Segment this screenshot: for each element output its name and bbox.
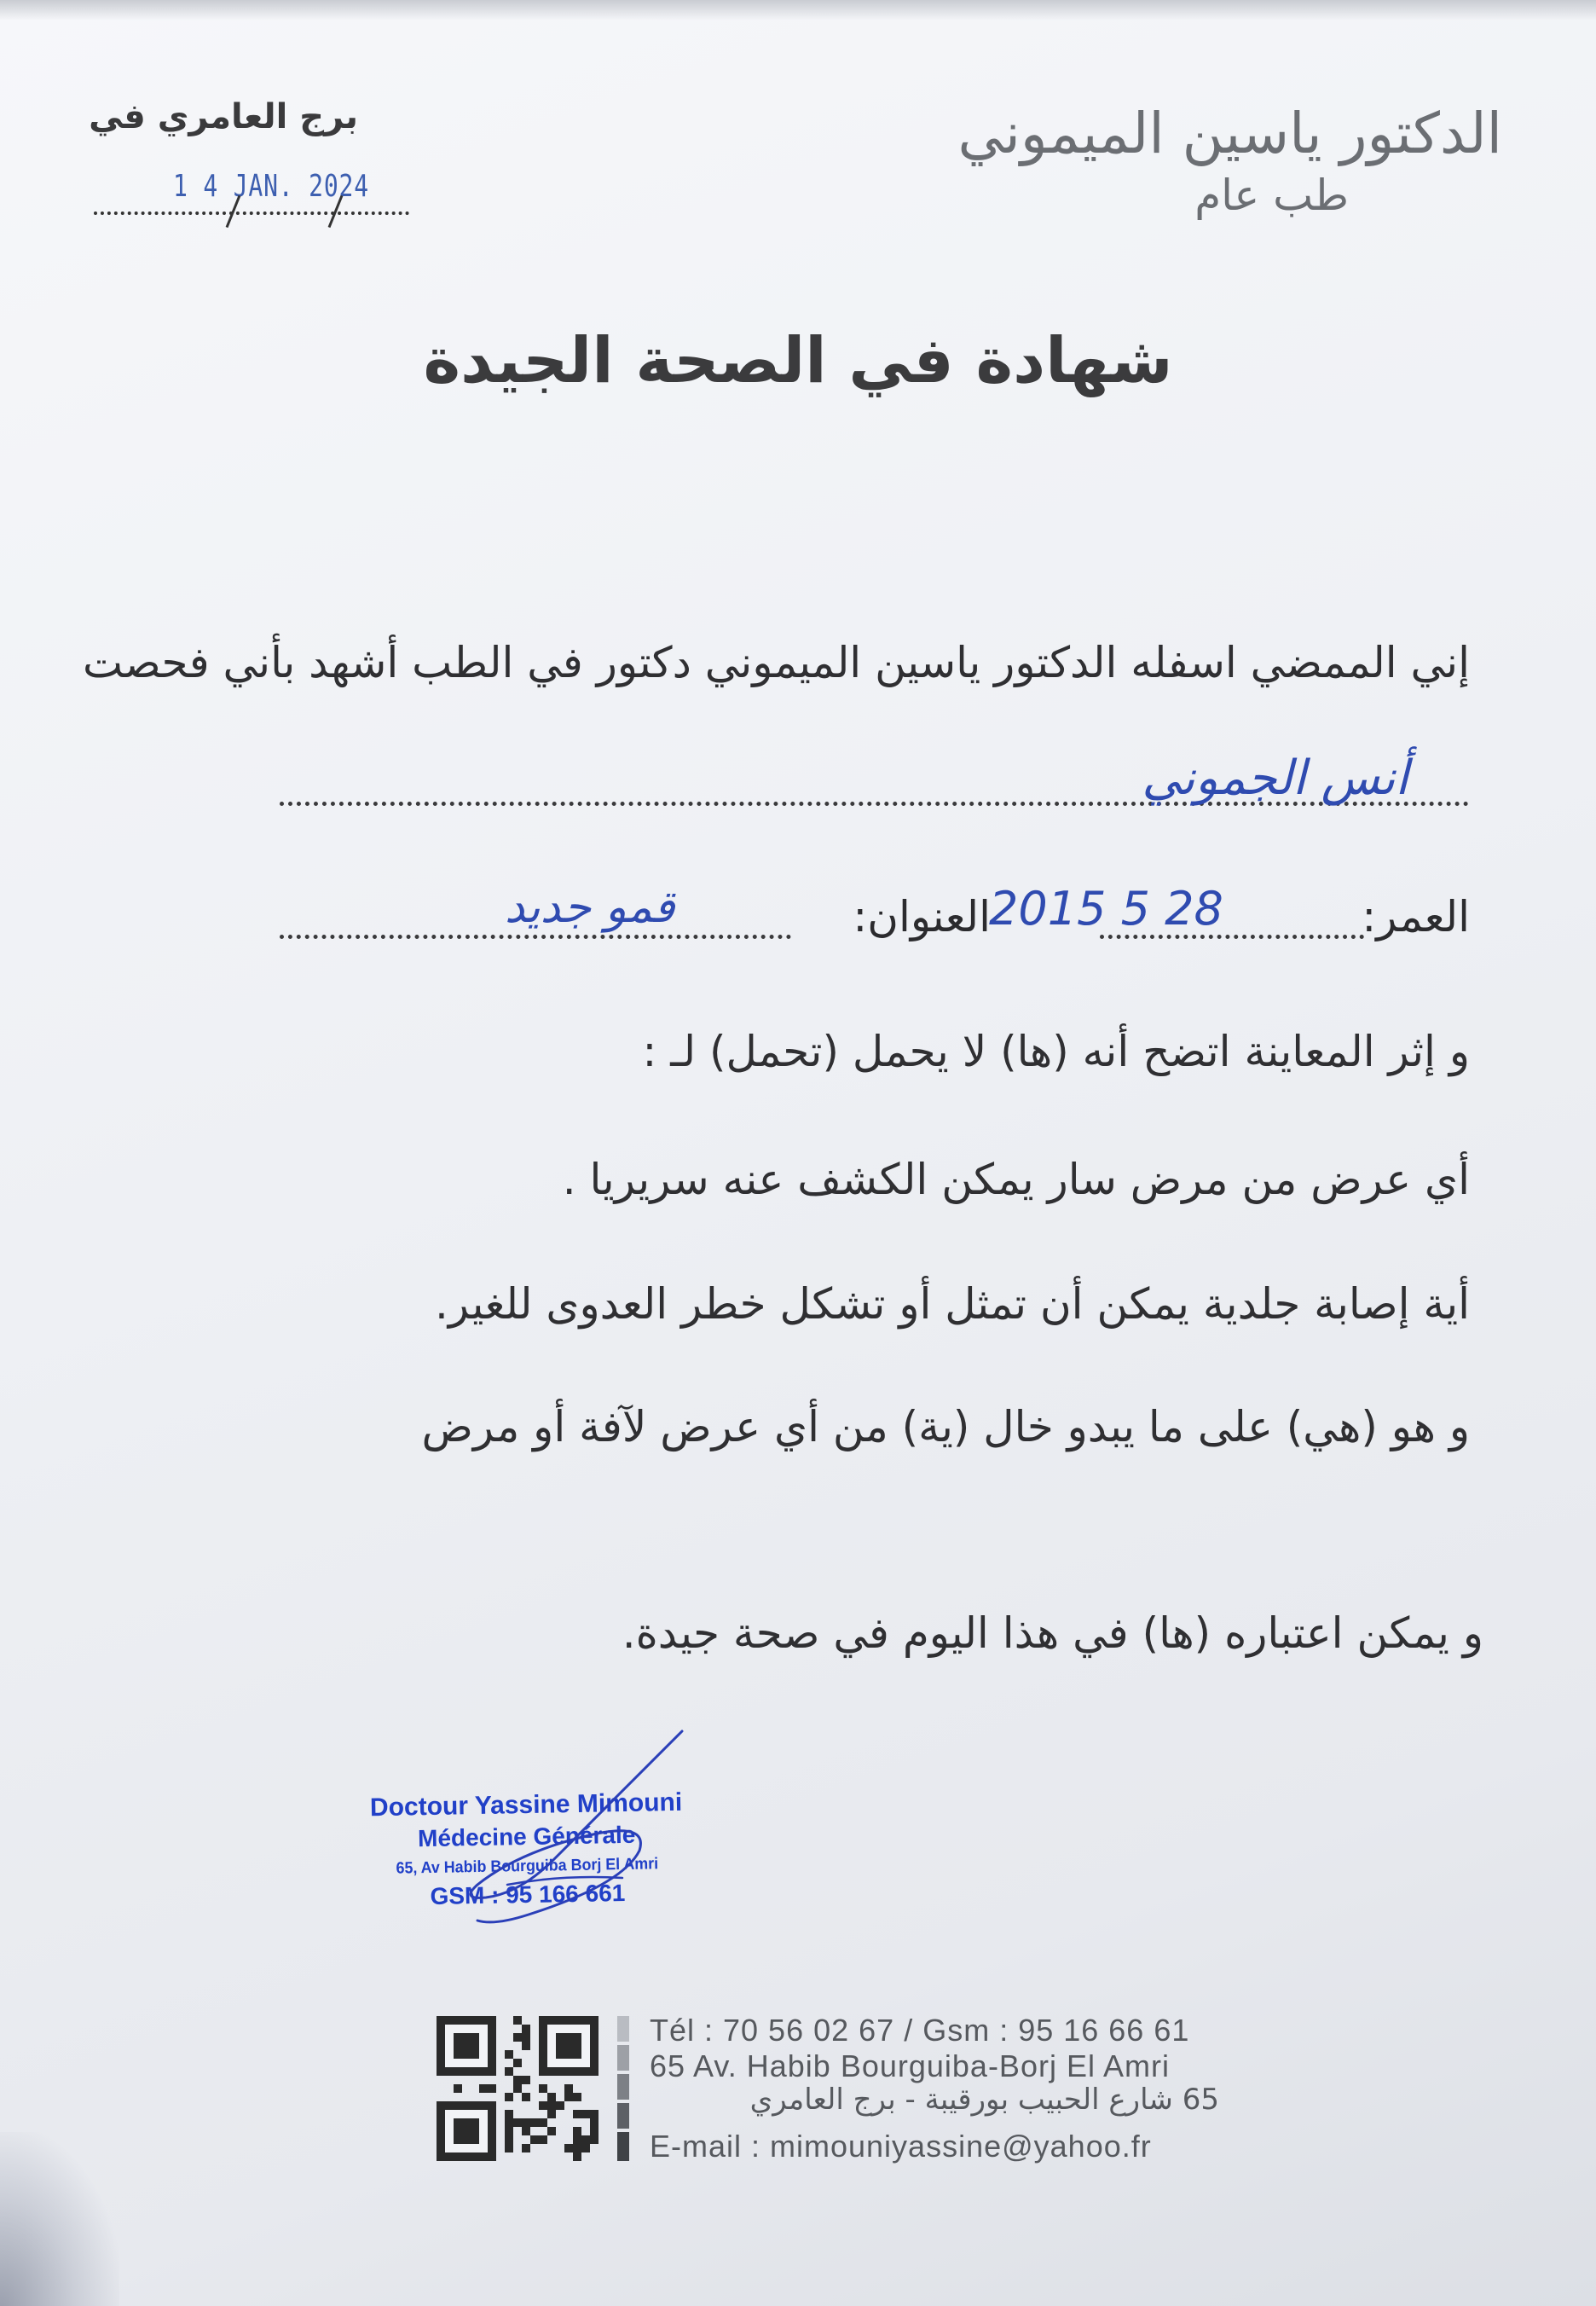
- doctor-name-header: الدكتور ياسين الميموني: [957, 101, 1502, 166]
- clause-free-of-disease: و هو (هي) على ما يبدو خال (ية) من أي عرض لآفة أو مرض: [421, 1402, 1470, 1451]
- clause-skin-lesion: أية إصابة جلدية يمكن أن تمثل أو تشكل خطر العدوى للغير.: [435, 1279, 1470, 1329]
- birthdate-handwritten: 2015 5 28: [989, 882, 1223, 936]
- address-line: [280, 935, 791, 939]
- signature-scribble: [426, 1723, 716, 1944]
- certificate-title: شهادة في الصحة الجيدة: [423, 324, 1173, 397]
- stamp-address: 65, Av Habib Bourguiba Borj El Amri: [396, 1855, 659, 1878]
- specialty-label: طب عام: [1194, 171, 1349, 220]
- top-edge-shadow: [0, 0, 1596, 20]
- intro-statement: إني الممضي اسفله الدكتور ياسين الميموني دكتور في الطب أشهد بأني فحصت: [82, 638, 1470, 687]
- date-stamp: 1 4 JAN. 2024: [173, 169, 369, 204]
- address-label: العنوان:: [853, 892, 991, 942]
- footer-phone: Tél : 70 56 02 67 / Gsm : 95 16 66 61: [650, 2013, 1190, 2048]
- footer-email: E-mail : mimouniyassine@yahoo.fr: [650, 2129, 1152, 2164]
- footer-address-fr: 65 Av. Habib Bourguiba-Borj El Amri: [650, 2048, 1170, 2083]
- footer-address-ar: 65 شارع الحبيب بورقيبة - برج العامري: [749, 2083, 1219, 2117]
- qr-code-icon: [437, 2016, 598, 2161]
- stamp-gsm: GSM : 95 166 661: [430, 1879, 626, 1909]
- address-handwritten: قمو جديد: [505, 882, 675, 933]
- stamp-specialty: Médecine Générale: [417, 1821, 636, 1852]
- corner-shadow: [0, 2132, 119, 2306]
- age-label: العمر:: [1362, 892, 1470, 942]
- footer-divider-bars: [617, 2016, 634, 2161]
- stamp-doctor-name: Doctour Yassine Mimouni: [369, 1787, 683, 1822]
- date-dotted-line: [94, 211, 409, 215]
- patient-name-handwritten: أنس الجموني: [1142, 750, 1408, 806]
- conclusion-statement: و يمكن اعتباره (ها) في هذا اليوم في صحة جيدة.: [622, 1608, 1483, 1658]
- examination-result: و إثر المعاينة اتضح أنه (ها) لا يحمل (تحمل) لـ :: [642, 1027, 1470, 1076]
- clause-contagious-disease: أي عرض من مرض سار يمكن الكشف عنه سريريا .: [562, 1155, 1470, 1204]
- place-label: برج العامري في: [89, 97, 358, 136]
